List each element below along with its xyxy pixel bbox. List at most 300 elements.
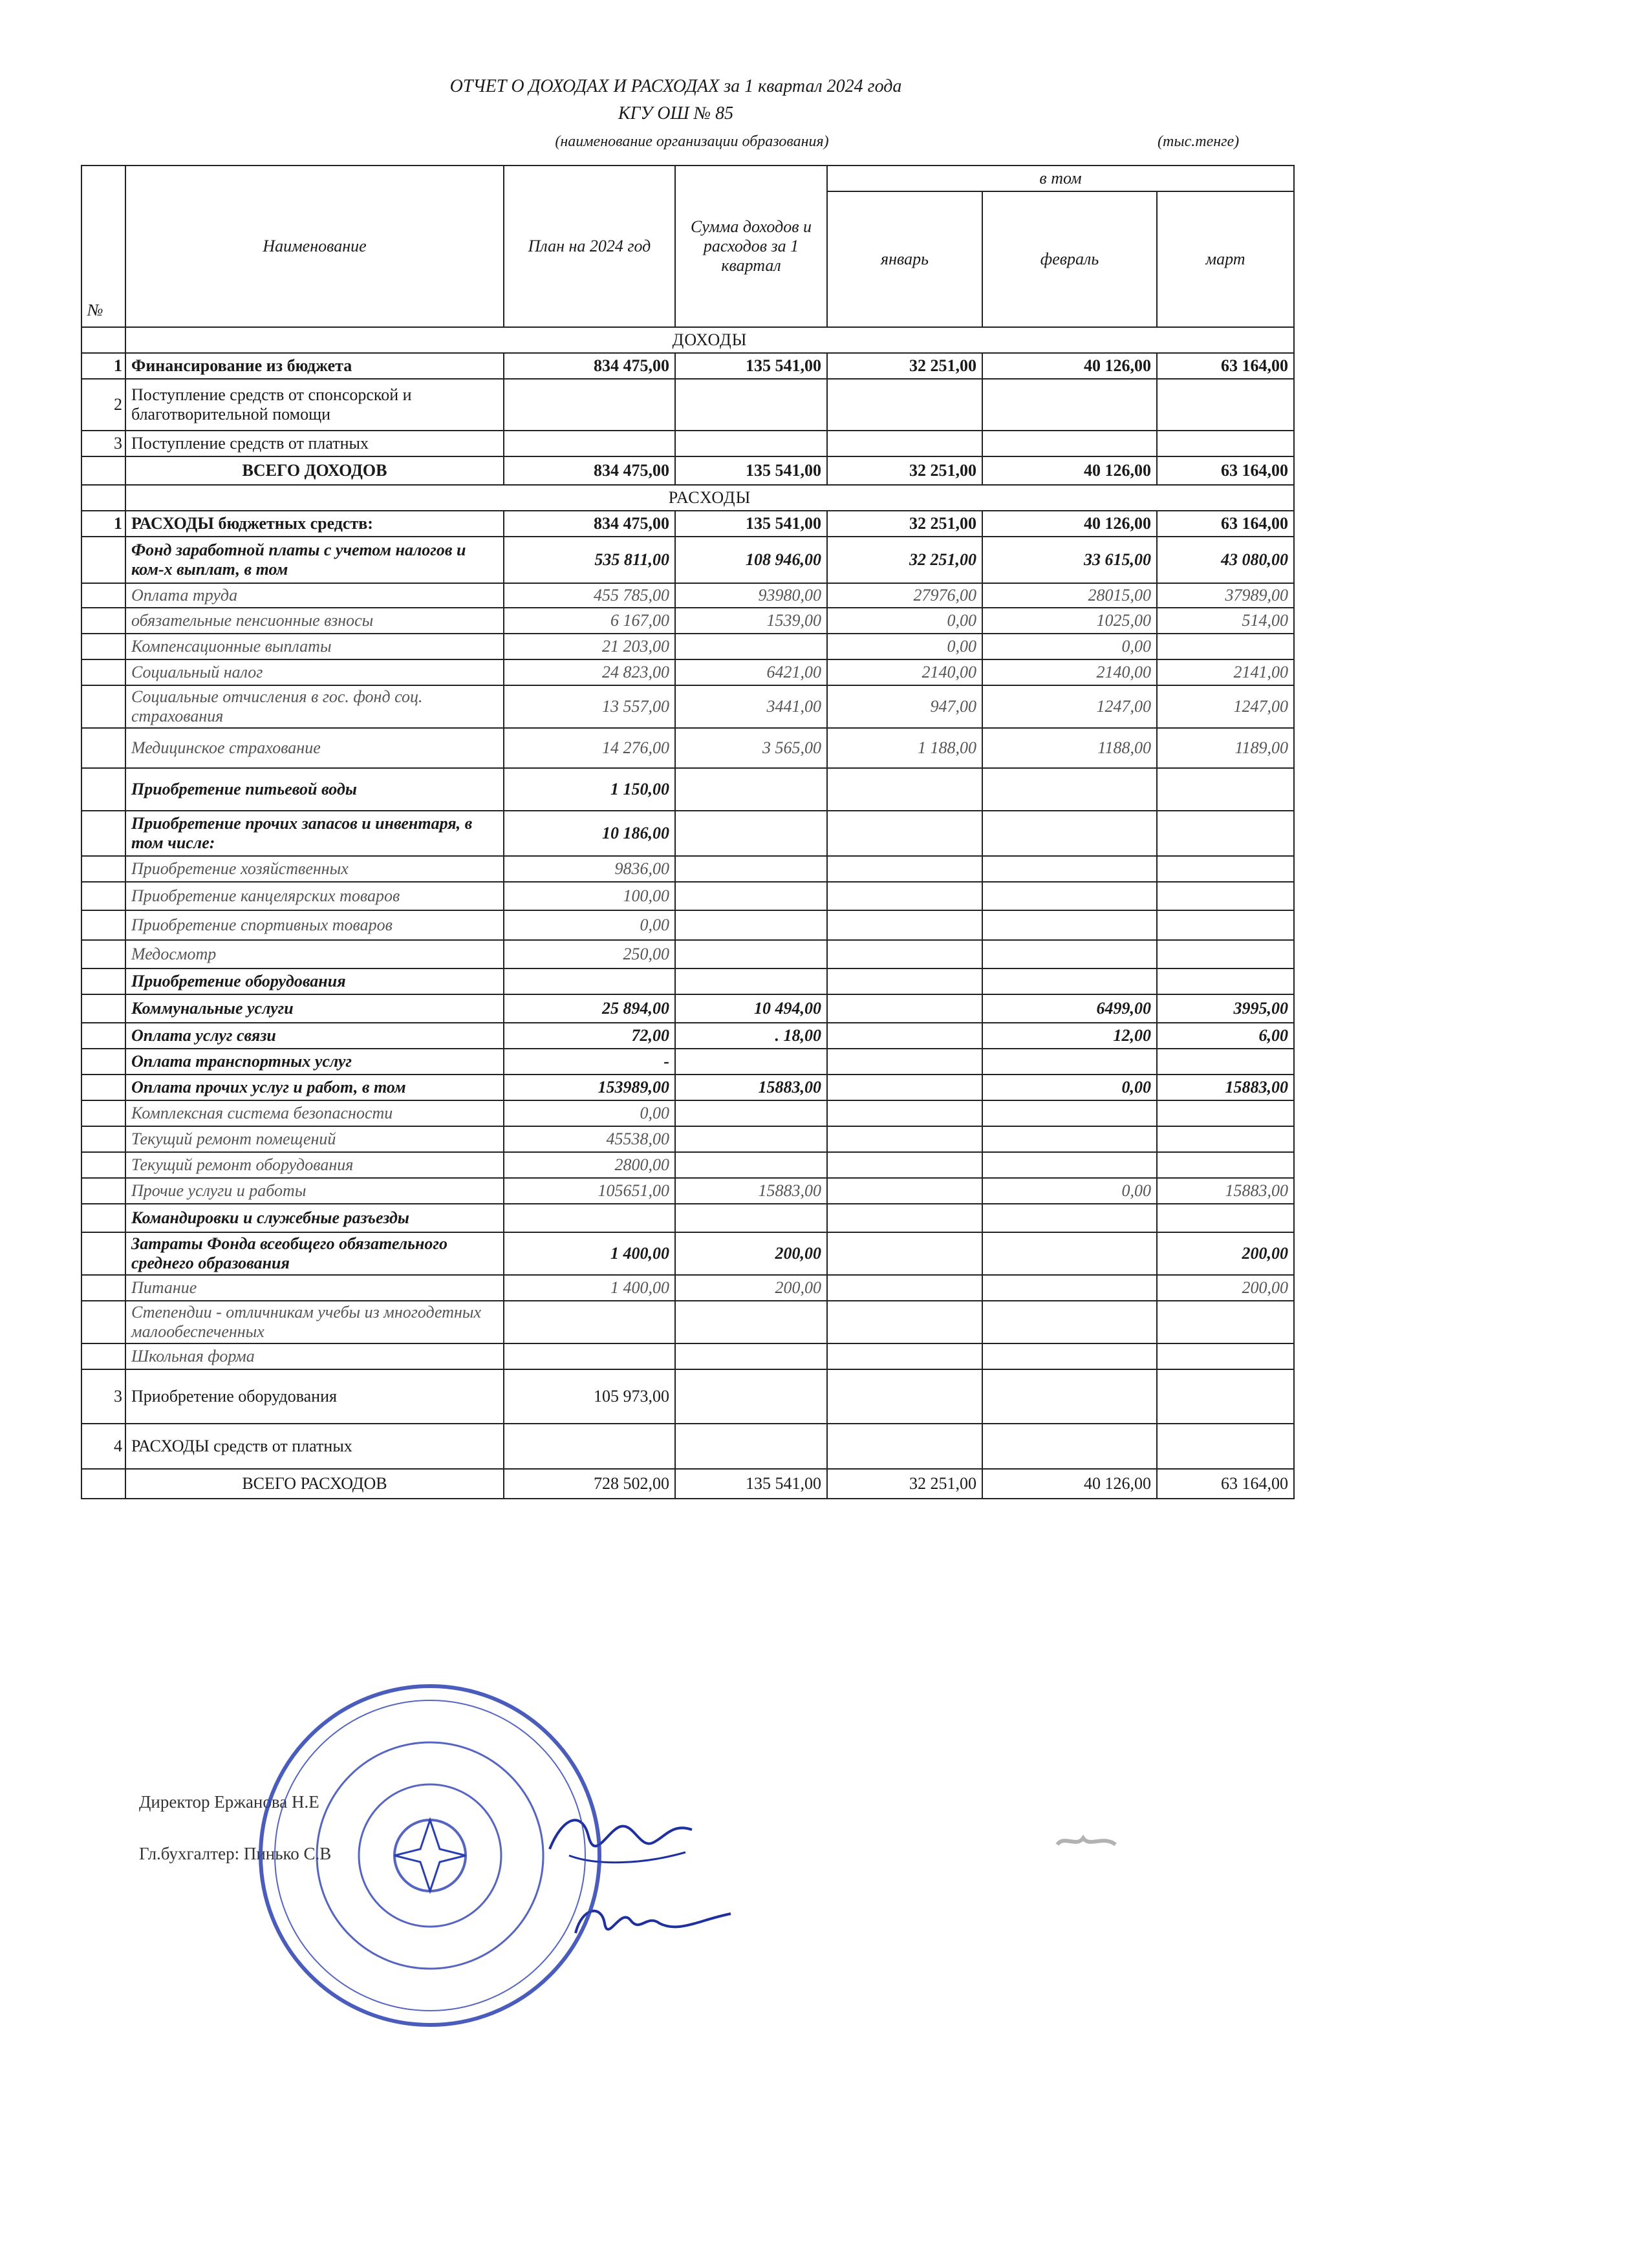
header-name: Наименование — [125, 166, 504, 327]
march-value — [1157, 379, 1294, 431]
quarter-sum-value — [675, 1424, 827, 1469]
plan-value: 250,00 — [504, 940, 675, 968]
february-value — [982, 856, 1157, 882]
quarter-sum-value: 15883,00 — [675, 1075, 827, 1100]
january-value — [827, 1152, 982, 1178]
february-value — [982, 940, 1157, 968]
february-value: 2140,00 — [982, 659, 1157, 685]
header-march: март — [1157, 191, 1294, 327]
row-number — [81, 1178, 125, 1204]
february-value — [982, 768, 1157, 811]
february-value — [982, 1204, 1157, 1232]
row-number — [81, 1232, 125, 1275]
table-row — [81, 994, 1294, 1023]
table-row — [81, 1343, 1294, 1369]
plan-value — [504, 1301, 675, 1343]
table-row — [81, 353, 1294, 379]
row-number — [81, 634, 125, 659]
quarter-sum-value — [675, 1204, 827, 1232]
section-blank-cell — [81, 485, 125, 511]
row-name: Оплата прочих услуг и работ, в том — [125, 1075, 504, 1100]
march-value: 3995,00 — [1157, 994, 1294, 1023]
table-row — [81, 910, 1294, 940]
row-name: Поступление средств от спонсорской и благотворительной помощи — [125, 379, 504, 431]
row-number: 1 — [81, 511, 125, 537]
march-value: 43 080,00 — [1157, 537, 1294, 583]
march-value: 2141,00 — [1157, 659, 1294, 685]
row-name: Затраты Фонда всеобщего обязательного среднего образования — [125, 1232, 504, 1275]
quarter-sum-value — [675, 910, 827, 940]
row-name: Текущий ремонт оборудования — [125, 1152, 504, 1178]
row-name: Приобретение питьевой воды — [125, 768, 504, 811]
table-row — [81, 1049, 1294, 1075]
row-number: 1 — [81, 353, 125, 379]
quarter-sum-value — [675, 1369, 827, 1424]
plan-value: 834 475,00 — [504, 456, 675, 485]
january-value — [827, 431, 982, 456]
plan-value: - — [504, 1049, 675, 1075]
plan-value: 10 186,00 — [504, 811, 675, 856]
row-number: 2 — [81, 379, 125, 431]
table-row — [81, 537, 1294, 583]
february-value — [982, 1369, 1157, 1424]
row-name: Финансирование из бюджета — [125, 353, 504, 379]
plan-value: 1 400,00 — [504, 1232, 675, 1275]
march-value: 63 164,00 — [1157, 353, 1294, 379]
february-value — [982, 1343, 1157, 1369]
january-value: 32 251,00 — [827, 353, 982, 379]
march-value — [1157, 1369, 1294, 1424]
january-value — [827, 1301, 982, 1343]
january-value — [827, 1424, 982, 1469]
january-value — [827, 1049, 982, 1075]
section-income — [81, 327, 1294, 353]
header-plan: План на 2024 год — [504, 166, 675, 327]
table-row — [81, 882, 1294, 910]
row-name: Фонд заработной платы с учетом налогов и ком-х выплат, в том — [125, 537, 504, 583]
row-name: Социальный налог — [125, 659, 504, 685]
march-value — [1157, 634, 1294, 659]
header-january: январь — [827, 191, 982, 327]
plan-value: 105651,00 — [504, 1178, 675, 1204]
plan-value — [504, 1204, 675, 1232]
plan-value: 105 973,00 — [504, 1369, 675, 1424]
table-row — [81, 968, 1294, 994]
organization-note: (наименование организации образования) — [555, 133, 829, 150]
march-value: 15883,00 — [1157, 1075, 1294, 1100]
march-value — [1157, 940, 1294, 968]
organization-name: КГУ ОШ № 85 — [618, 103, 734, 123]
february-value — [982, 1152, 1157, 1178]
february-value: 1188,00 — [982, 728, 1157, 768]
january-value — [827, 1075, 982, 1100]
header-num: № — [81, 166, 125, 327]
february-value: 0,00 — [982, 1075, 1157, 1100]
row-name: Компенсационные выплаты — [125, 634, 504, 659]
plan-value: 834 475,00 — [504, 511, 675, 537]
plan-value: 2800,00 — [504, 1152, 675, 1178]
march-value — [1157, 431, 1294, 456]
row-number — [81, 1204, 125, 1232]
table-row — [81, 856, 1294, 882]
january-value — [827, 1178, 982, 1204]
table-row — [81, 1301, 1294, 1343]
february-value — [982, 1100, 1157, 1126]
table-row — [81, 768, 1294, 811]
header-including: в том — [827, 166, 1294, 191]
january-value — [827, 1275, 982, 1301]
row-name: Командировки и служебные разъезды — [125, 1204, 504, 1232]
header-february: февраль — [982, 191, 1157, 327]
february-value: 40 126,00 — [982, 353, 1157, 379]
row-name: Приобретение спортивных товаров — [125, 910, 504, 940]
row-name: Степендии - отличникам учебы из многодетных малообеспеченных — [125, 1301, 504, 1343]
february-value: 6499,00 — [982, 994, 1157, 1023]
march-value: 200,00 — [1157, 1232, 1294, 1275]
january-value — [827, 379, 982, 431]
quarter-sum-value — [675, 1301, 827, 1343]
plan-value: 1 150,00 — [504, 768, 675, 811]
row-number — [81, 1100, 125, 1126]
january-value: 27976,00 — [827, 583, 982, 608]
march-value: 63 164,00 — [1157, 511, 1294, 537]
plan-value: 45538,00 — [504, 1126, 675, 1152]
unit-label: (тыс.тенге) — [1158, 133, 1240, 150]
plan-value: 13 557,00 — [504, 685, 675, 728]
director-signature-line: Директор Ержанова Н.Е — [139, 1792, 319, 1812]
march-value: 63 164,00 — [1157, 1469, 1294, 1499]
ink-smudge — [1051, 1828, 1128, 1854]
plan-value: 72,00 — [504, 1023, 675, 1049]
march-value — [1157, 1424, 1294, 1469]
plan-value — [504, 1343, 675, 1369]
february-value — [982, 379, 1157, 431]
row-number — [81, 537, 125, 583]
plan-value: 25 894,00 — [504, 994, 675, 1023]
section-expense — [81, 485, 1294, 511]
quarter-sum-value: 93980,00 — [675, 583, 827, 608]
march-value: 6,00 — [1157, 1023, 1294, 1049]
january-value — [827, 994, 982, 1023]
february-value: 1247,00 — [982, 685, 1157, 728]
quarter-sum-value: 135 541,00 — [675, 1469, 827, 1499]
accountant-signature-line: Гл.бухгалтер: Пинько С.В — [139, 1844, 332, 1863]
row-name: Приобретение оборудования — [125, 1369, 504, 1424]
march-value: 1189,00 — [1157, 728, 1294, 768]
row-name: Приобретение оборудования — [125, 968, 504, 994]
january-value: 32 251,00 — [827, 1469, 982, 1499]
total-row — [81, 1469, 1294, 1499]
quarter-sum-value: 135 541,00 — [675, 456, 827, 485]
plan-value — [504, 379, 675, 431]
quarter-sum-value: . 18,00 — [675, 1023, 827, 1049]
march-value — [1157, 1126, 1294, 1152]
row-name: Оплата транспортных услуг — [125, 1049, 504, 1075]
row-number — [81, 910, 125, 940]
table-row — [81, 1100, 1294, 1126]
february-value: 40 126,00 — [982, 511, 1157, 537]
row-name: Медосмотр — [125, 940, 504, 968]
quarter-sum-value — [675, 379, 827, 431]
plan-value: 0,00 — [504, 1100, 675, 1126]
march-value — [1157, 1100, 1294, 1126]
february-value: 33 615,00 — [982, 537, 1157, 583]
table-row — [81, 659, 1294, 685]
quarter-sum-value: 10 494,00 — [675, 994, 827, 1023]
quarter-sum-value — [675, 856, 827, 882]
row-number — [81, 583, 125, 608]
january-value: 1 188,00 — [827, 728, 982, 768]
plan-value: 9836,00 — [504, 856, 675, 882]
row-number — [81, 1469, 125, 1499]
row-name: Социальные отчисления в гос. фонд соц. страхования — [125, 685, 504, 728]
row-number — [81, 659, 125, 685]
table-row — [81, 1126, 1294, 1152]
january-value — [827, 1369, 982, 1424]
quarter-sum-value — [675, 940, 827, 968]
table-row — [81, 1204, 1294, 1232]
march-value — [1157, 1049, 1294, 1075]
january-value — [827, 1023, 982, 1049]
official-stamp — [255, 1681, 605, 2030]
quarter-sum-value: 135 541,00 — [675, 511, 827, 537]
january-value — [827, 1100, 982, 1126]
february-value — [982, 968, 1157, 994]
march-value — [1157, 910, 1294, 940]
quarter-sum-value — [675, 1100, 827, 1126]
january-value — [827, 882, 982, 910]
february-value — [982, 910, 1157, 940]
quarter-sum-value: 200,00 — [675, 1275, 827, 1301]
row-number — [81, 728, 125, 768]
table-row — [81, 728, 1294, 768]
row-number — [81, 940, 125, 968]
february-value: 12,00 — [982, 1023, 1157, 1049]
row-number — [81, 456, 125, 485]
row-number — [81, 1301, 125, 1343]
january-value — [827, 968, 982, 994]
february-value — [982, 1049, 1157, 1075]
table-row — [81, 1023, 1294, 1049]
row-name: Оплата труда — [125, 583, 504, 608]
row-name: Приобретение канцелярских товаров — [125, 882, 504, 910]
row-name: Коммунальные услуги — [125, 994, 504, 1023]
march-value — [1157, 768, 1294, 811]
january-value: 32 251,00 — [827, 456, 982, 485]
february-value — [982, 882, 1157, 910]
quarter-sum-value: 200,00 — [675, 1232, 827, 1275]
plan-value: 0,00 — [504, 910, 675, 940]
quarter-sum-value: 6421,00 — [675, 659, 827, 685]
january-value: 2140,00 — [827, 659, 982, 685]
table-row — [81, 608, 1294, 634]
quarter-sum-value — [675, 968, 827, 994]
february-value — [982, 1424, 1157, 1469]
march-value: 15883,00 — [1157, 1178, 1294, 1204]
row-name: Текущий ремонт помещений — [125, 1126, 504, 1152]
january-value — [827, 1126, 982, 1152]
january-value — [827, 856, 982, 882]
row-name: Медицинское страхование — [125, 728, 504, 768]
february-value: 28015,00 — [982, 583, 1157, 608]
february-value: 1025,00 — [982, 608, 1157, 634]
table-row — [81, 685, 1294, 728]
section-expense-label: РАСХОДЫ — [125, 485, 1294, 511]
quarter-sum-value: 3441,00 — [675, 685, 827, 728]
january-value — [827, 811, 982, 856]
plan-value — [504, 968, 675, 994]
row-name: ВСЕГО РАСХОДОВ — [125, 1469, 504, 1499]
february-value — [982, 1301, 1157, 1343]
quarter-sum-value — [675, 1343, 827, 1369]
row-number — [81, 811, 125, 856]
january-value — [827, 768, 982, 811]
row-name: Школьная форма — [125, 1343, 504, 1369]
february-value: 0,00 — [982, 634, 1157, 659]
january-value: 32 251,00 — [827, 537, 982, 583]
table-row — [81, 379, 1294, 431]
header-sum: Сумма доходов и расходов за 1 квартал — [675, 166, 827, 327]
march-value: 1247,00 — [1157, 685, 1294, 728]
row-number — [81, 882, 125, 910]
february-value: 40 126,00 — [982, 1469, 1157, 1499]
plan-value: 100,00 — [504, 882, 675, 910]
february-value — [982, 1275, 1157, 1301]
january-value — [827, 1232, 982, 1275]
row-name: Поступление средств от платных — [125, 431, 504, 456]
row-name: Оплата услуг связи — [125, 1023, 504, 1049]
january-value: 0,00 — [827, 608, 982, 634]
row-name: Прочие услуги и работы — [125, 1178, 504, 1204]
table-row — [81, 634, 1294, 659]
section-income-label: ДОХОДЫ — [125, 327, 1294, 353]
row-number — [81, 968, 125, 994]
row-number — [81, 608, 125, 634]
quarter-sum-value — [675, 1152, 827, 1178]
quarter-sum-value — [675, 1126, 827, 1152]
row-name: обязательные пенсионные взносы — [125, 608, 504, 634]
february-value: 40 126,00 — [982, 456, 1157, 485]
quarter-sum-value — [675, 811, 827, 856]
report-table — [81, 165, 1295, 1499]
plan-value: 6 167,00 — [504, 608, 675, 634]
quarter-sum-value: 108 946,00 — [675, 537, 827, 583]
table-row — [81, 1424, 1294, 1469]
march-value — [1157, 1204, 1294, 1232]
plan-value: 153989,00 — [504, 1075, 675, 1100]
january-value: 32 251,00 — [827, 511, 982, 537]
table-row — [81, 940, 1294, 968]
march-value: 37989,00 — [1157, 583, 1294, 608]
quarter-sum-value: 1539,00 — [675, 608, 827, 634]
march-value: 63 164,00 — [1157, 456, 1294, 485]
table-row — [81, 1369, 1294, 1424]
march-value — [1157, 882, 1294, 910]
quarter-sum-value: 15883,00 — [675, 1178, 827, 1204]
plan-value — [504, 1424, 675, 1469]
table-row — [81, 511, 1294, 537]
row-number: 3 — [81, 1369, 125, 1424]
january-value: 0,00 — [827, 634, 982, 659]
plan-value: 14 276,00 — [504, 728, 675, 768]
january-value — [827, 1204, 982, 1232]
row-number — [81, 1343, 125, 1369]
quarter-sum-value — [675, 634, 827, 659]
plan-value — [504, 431, 675, 456]
february-value: 0,00 — [982, 1178, 1157, 1204]
march-value — [1157, 968, 1294, 994]
table-row — [81, 1152, 1294, 1178]
march-value: 514,00 — [1157, 608, 1294, 634]
row-name: Приобретение хозяйственных — [125, 856, 504, 882]
row-name: Питание — [125, 1275, 504, 1301]
march-value: 200,00 — [1157, 1275, 1294, 1301]
row-name: РАСХОДЫ бюджетных средств: — [125, 511, 504, 537]
quarter-sum-value: 135 541,00 — [675, 353, 827, 379]
march-value — [1157, 856, 1294, 882]
plan-value: 455 785,00 — [504, 583, 675, 608]
report-title: ОТЧЕТ О ДОХОДАХ И РАСХОДАХ за 1 квартал 2024 года — [449, 76, 902, 96]
march-value — [1157, 1301, 1294, 1343]
row-number — [81, 768, 125, 811]
plan-value: 728 502,00 — [504, 1469, 675, 1499]
row-number — [81, 685, 125, 728]
table-row — [81, 1232, 1294, 1275]
row-number: 4 — [81, 1424, 125, 1469]
plan-value: 21 203,00 — [504, 634, 675, 659]
table-row — [81, 811, 1294, 856]
table-row — [81, 1178, 1294, 1204]
table-row — [81, 1075, 1294, 1100]
february-value — [982, 811, 1157, 856]
row-number — [81, 1152, 125, 1178]
table-row — [81, 431, 1294, 456]
january-value: 947,00 — [827, 685, 982, 728]
march-value — [1157, 1152, 1294, 1178]
row-number — [81, 1049, 125, 1075]
row-name: РАСХОДЫ средств от платных — [125, 1424, 504, 1469]
row-number: 3 — [81, 431, 125, 456]
row-name: Комплексная система безопасности — [125, 1100, 504, 1126]
header-row — [81, 166, 1294, 191]
row-number — [81, 994, 125, 1023]
section-blank-cell — [81, 327, 125, 353]
january-value — [827, 940, 982, 968]
row-name: Приобретение прочих запасов и инвентаря, в том числе: — [125, 811, 504, 856]
plan-value: 1 400,00 — [504, 1275, 675, 1301]
table-row — [81, 1275, 1294, 1301]
row-number — [81, 1275, 125, 1301]
row-name: ВСЕГО ДОХОДОВ — [125, 456, 504, 485]
quarter-sum-value — [675, 768, 827, 811]
february-value — [982, 1126, 1157, 1152]
row-number — [81, 856, 125, 882]
row-number — [81, 1075, 125, 1100]
row-number — [81, 1126, 125, 1152]
plan-value: 24 823,00 — [504, 659, 675, 685]
quarter-sum-value — [675, 882, 827, 910]
march-value — [1157, 811, 1294, 856]
january-value — [827, 1343, 982, 1369]
row-number — [81, 1023, 125, 1049]
february-value — [982, 1232, 1157, 1275]
quarter-sum-value — [675, 1049, 827, 1075]
march-value — [1157, 1343, 1294, 1369]
table-row — [81, 583, 1294, 608]
plan-value: 535 811,00 — [504, 537, 675, 583]
quarter-sum-value: 3 565,00 — [675, 728, 827, 768]
total-row — [81, 456, 1294, 485]
